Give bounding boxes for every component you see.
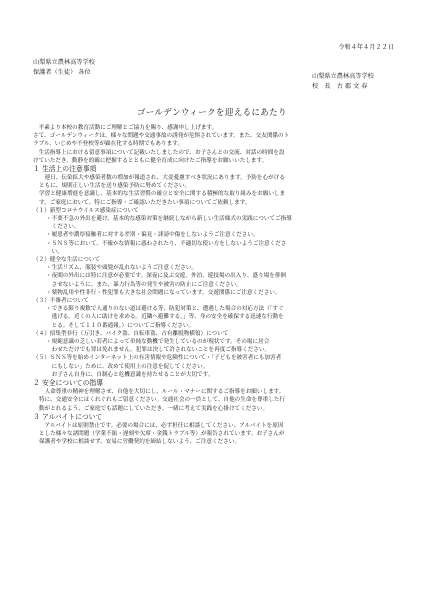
bullet-line: ・不要不急の外出を避け、基本的な感染対策を継続しながら新しい生活様式の実践についてご指導	[46, 216, 292, 223]
item-label: （４）招集型非行（万引き、バイク盗、自転車盗、占有離脱物横領）について	[33, 330, 229, 337]
section-line: す。ご家庭において、特にご指導・ご確認いただきたい事項についてご依頼します。	[39, 199, 251, 206]
document-title: ゴールデンウィークを迎えるにあたり	[136, 107, 288, 117]
bullet-line: とる。そして１１０番通報。）についてご指導ください。	[46, 322, 195, 329]
sender-block	[312, 72, 374, 91]
intro-line: さて、ゴールデンウィークは、様々な問題や交通事故の誘発が危惧されています。また、交友関係のト	[33, 133, 290, 140]
intro-paragraph	[33, 124, 398, 165]
recipient-block	[33, 58, 95, 77]
section-line: 学習と健康増進を意識し、基本的な生活習慣の確立と安全に関する積極的な取り組みをお願いしま	[39, 191, 286, 198]
bullet-line: にもしない」ために、改めて使用上の注意を促してください。	[46, 363, 209, 370]
section-line: とした様々な諸問題（学業不振・遅刻や欠席・金銭トラブル等）が報告されています。お子さんが	[39, 430, 285, 437]
section-line: アルバイトは原則禁止です。必要の場合には、必ず担任に相談してください。アルバイトを原因	[39, 422, 284, 429]
section-heading: ２ 安全についての指導	[33, 379, 103, 388]
item-label: （３）不審者について	[33, 298, 89, 305]
section-safety-guidance	[33, 379, 398, 413]
bullet-line: ・規範意識の乏しい若者によって単純な動機で発生しているのが現状です。その場に居合	[46, 339, 270, 346]
section-line: 人命尊重の精神を理解させ、自他を大切にし、ルール・マナーに関するご指導をお願いします。	[39, 389, 285, 396]
document-body	[33, 124, 398, 446]
bullet-line: ・できる限り複数で人通りのない道は避ける等、防犯対策と、遭遇した場合の対応方法（「すぐ	[46, 306, 284, 313]
bullet-line: ください。	[46, 224, 80, 231]
sender-school: 山梨県立農林高等学校	[312, 73, 374, 80]
section-line: 連日、伝染拡大や感染者数の増加が報道され、大変憂慮すべき状況にあります。予防を心がける	[39, 175, 285, 182]
bullet-line: させないように、また、暴力行為等の発生や被害の防止にご注意ください。	[46, 281, 242, 288]
document-date: 令和４年４月２２日	[338, 44, 394, 51]
bullet-line: ・夜間の外出には特に注意が必要です。深夜に及ぶ交遊、外泊、遊技場の出入り、盛り場を徘徊	[46, 273, 287, 280]
recipient-school: 山梨県立農林高等学校	[33, 59, 95, 66]
bullet-line: 逃げる。近くの人に助けを求める。近隣へ避難する。」等、身の安全を確保する迅速な行動を	[46, 314, 284, 321]
bullet-line: ・ＳＮＳ等において、不確かな情報に惑わされたり、不適切な使い方をしないようご注意くださ	[46, 240, 287, 247]
intro-line: ラブル、いじめや不登校等が顕在化する時期でもあります。	[33, 141, 183, 148]
section-line: ともに、規則正しい生活を送り感染予防に努めてください。	[39, 183, 191, 190]
section-heading: ３ アルバイトについて	[33, 412, 103, 421]
section-heading: １ 生活上の注意事項	[33, 165, 97, 174]
intro-line: 平素より本校の教育活動にご理解とご協力を賜り、感謝申し上げます。	[33, 125, 218, 131]
bullet-line: ・生活リズム、服装や頭髪が乱れないようご注意ください。	[46, 265, 198, 272]
bullet-line: い。	[46, 248, 63, 255]
section-life-precautions	[33, 165, 398, 379]
intro-line: けていただき、動静を的確に把握するとともに健全育成に向けたご指導をお願いいたします。	[33, 157, 268, 164]
bullet-line: お子さん自身に、自制心と危機意識を持たせることが大切です。	[46, 371, 214, 378]
recipient-parents: 保護者（生徒） 各位	[33, 68, 91, 76]
item-label: （５）ＳＮＳ等を始めインターネット上の有害情報や危険性について・「子どもを被害者にも加害者	[33, 355, 282, 362]
bullet-line: ・履患者や濃厚接触者に対する差別・偏見・誹謗中傷をしないようご注意ください。	[46, 232, 259, 239]
intro-line: 生活指導上における留意事項について記載いたしましたので、お子さんとの交流、対話の時間を設	[33, 149, 285, 156]
section-line: 動がとれるよう、ご家庭でも話題にしていただき、一緒に考えて実践を心掛けてください。	[39, 405, 269, 412]
section-part-time-job	[33, 413, 398, 447]
item-label: （２）健全な生活について	[33, 257, 101, 264]
section-line: 特に、交通安全にはくれぐれもご留意ください。交通社会の一員として、自他の生命を尊重した行	[39, 397, 286, 404]
bullet-line: わせただけでも罪は免れません。犯罪は決して許されないことを再度ご指導ください。	[46, 347, 271, 354]
sender-principal: 校 長 古 郡 文 春	[312, 82, 368, 90]
item-label: （１）新型コロナウイルス感染症について	[33, 207, 139, 214]
bullet-line: ・薬物乱用や性非行・性犯罪も大きな社会問題になっています。交遊関係にご注意ください。	[46, 289, 281, 296]
section-line: 保護者や学校に相談せず、安易に労働契約を締結しないよう、ご注意ください。	[39, 439, 240, 446]
